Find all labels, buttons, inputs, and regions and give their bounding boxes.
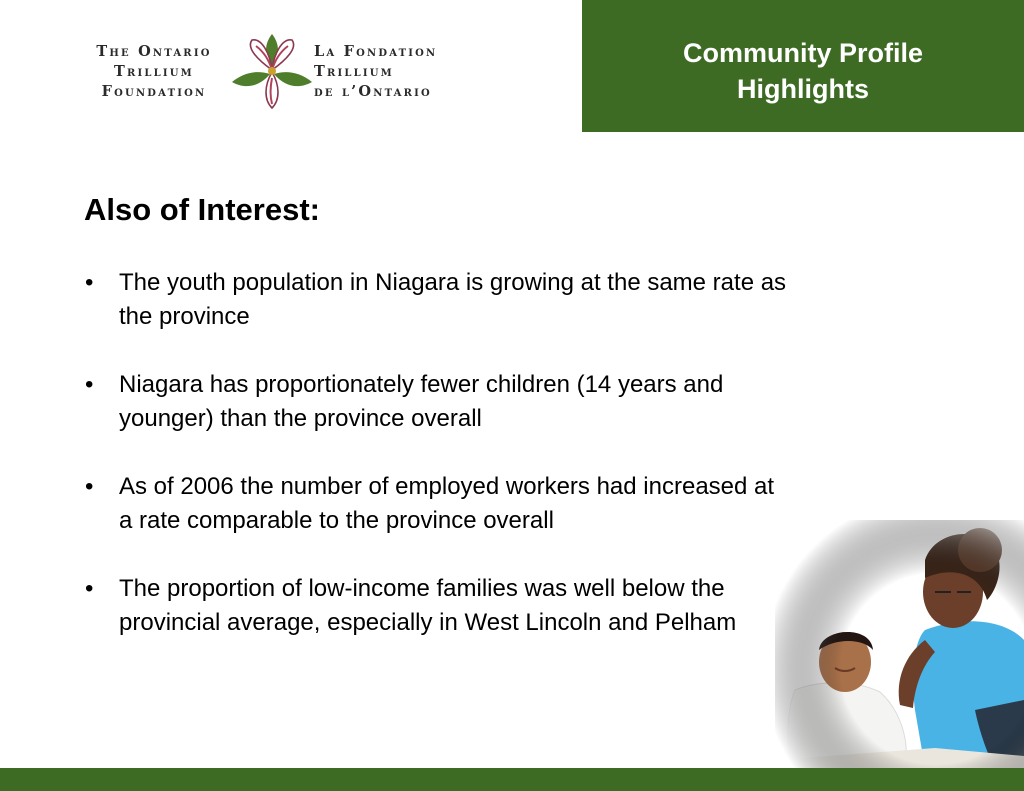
slide-title-box [582,0,1024,132]
foundation-logo [78,30,478,112]
slide-title-line: Highlights [737,74,869,104]
logo-french-line: La Fondation [314,43,438,60]
bullet-item: • As of 2006 the number of employed workers had increased at a rate comparable to the province overall [84,470,794,538]
footer-bar [0,768,1024,791]
logo-english-line: Trillium [114,63,194,80]
mentor-student-photo [775,520,1024,768]
slide-title-line: Community Profile [682,38,924,68]
bullet-item: • The youth population in Niagara is growing at the same rate as the province [84,266,794,334]
logo-french-line: de l’Ontario [314,83,432,100]
logo-english-name [78,42,230,102]
bullet-item: • Niagara has proportionately fewer children (14 years and younger) than the province overall [84,368,794,436]
section-heading: Also of Interest: [84,192,320,227]
bullet-list [84,266,794,674]
logo-english-line: Foundation [101,83,207,100]
bullet-item: • The proportion of low-income families was well below the provincial average, especially in West Lincoln and Pelham [84,572,794,640]
trillium-flower-icon [228,30,316,112]
logo-french-name [314,42,484,102]
logo-french-line: Trillium [314,63,394,80]
logo-english-line: The Ontario [96,43,212,60]
